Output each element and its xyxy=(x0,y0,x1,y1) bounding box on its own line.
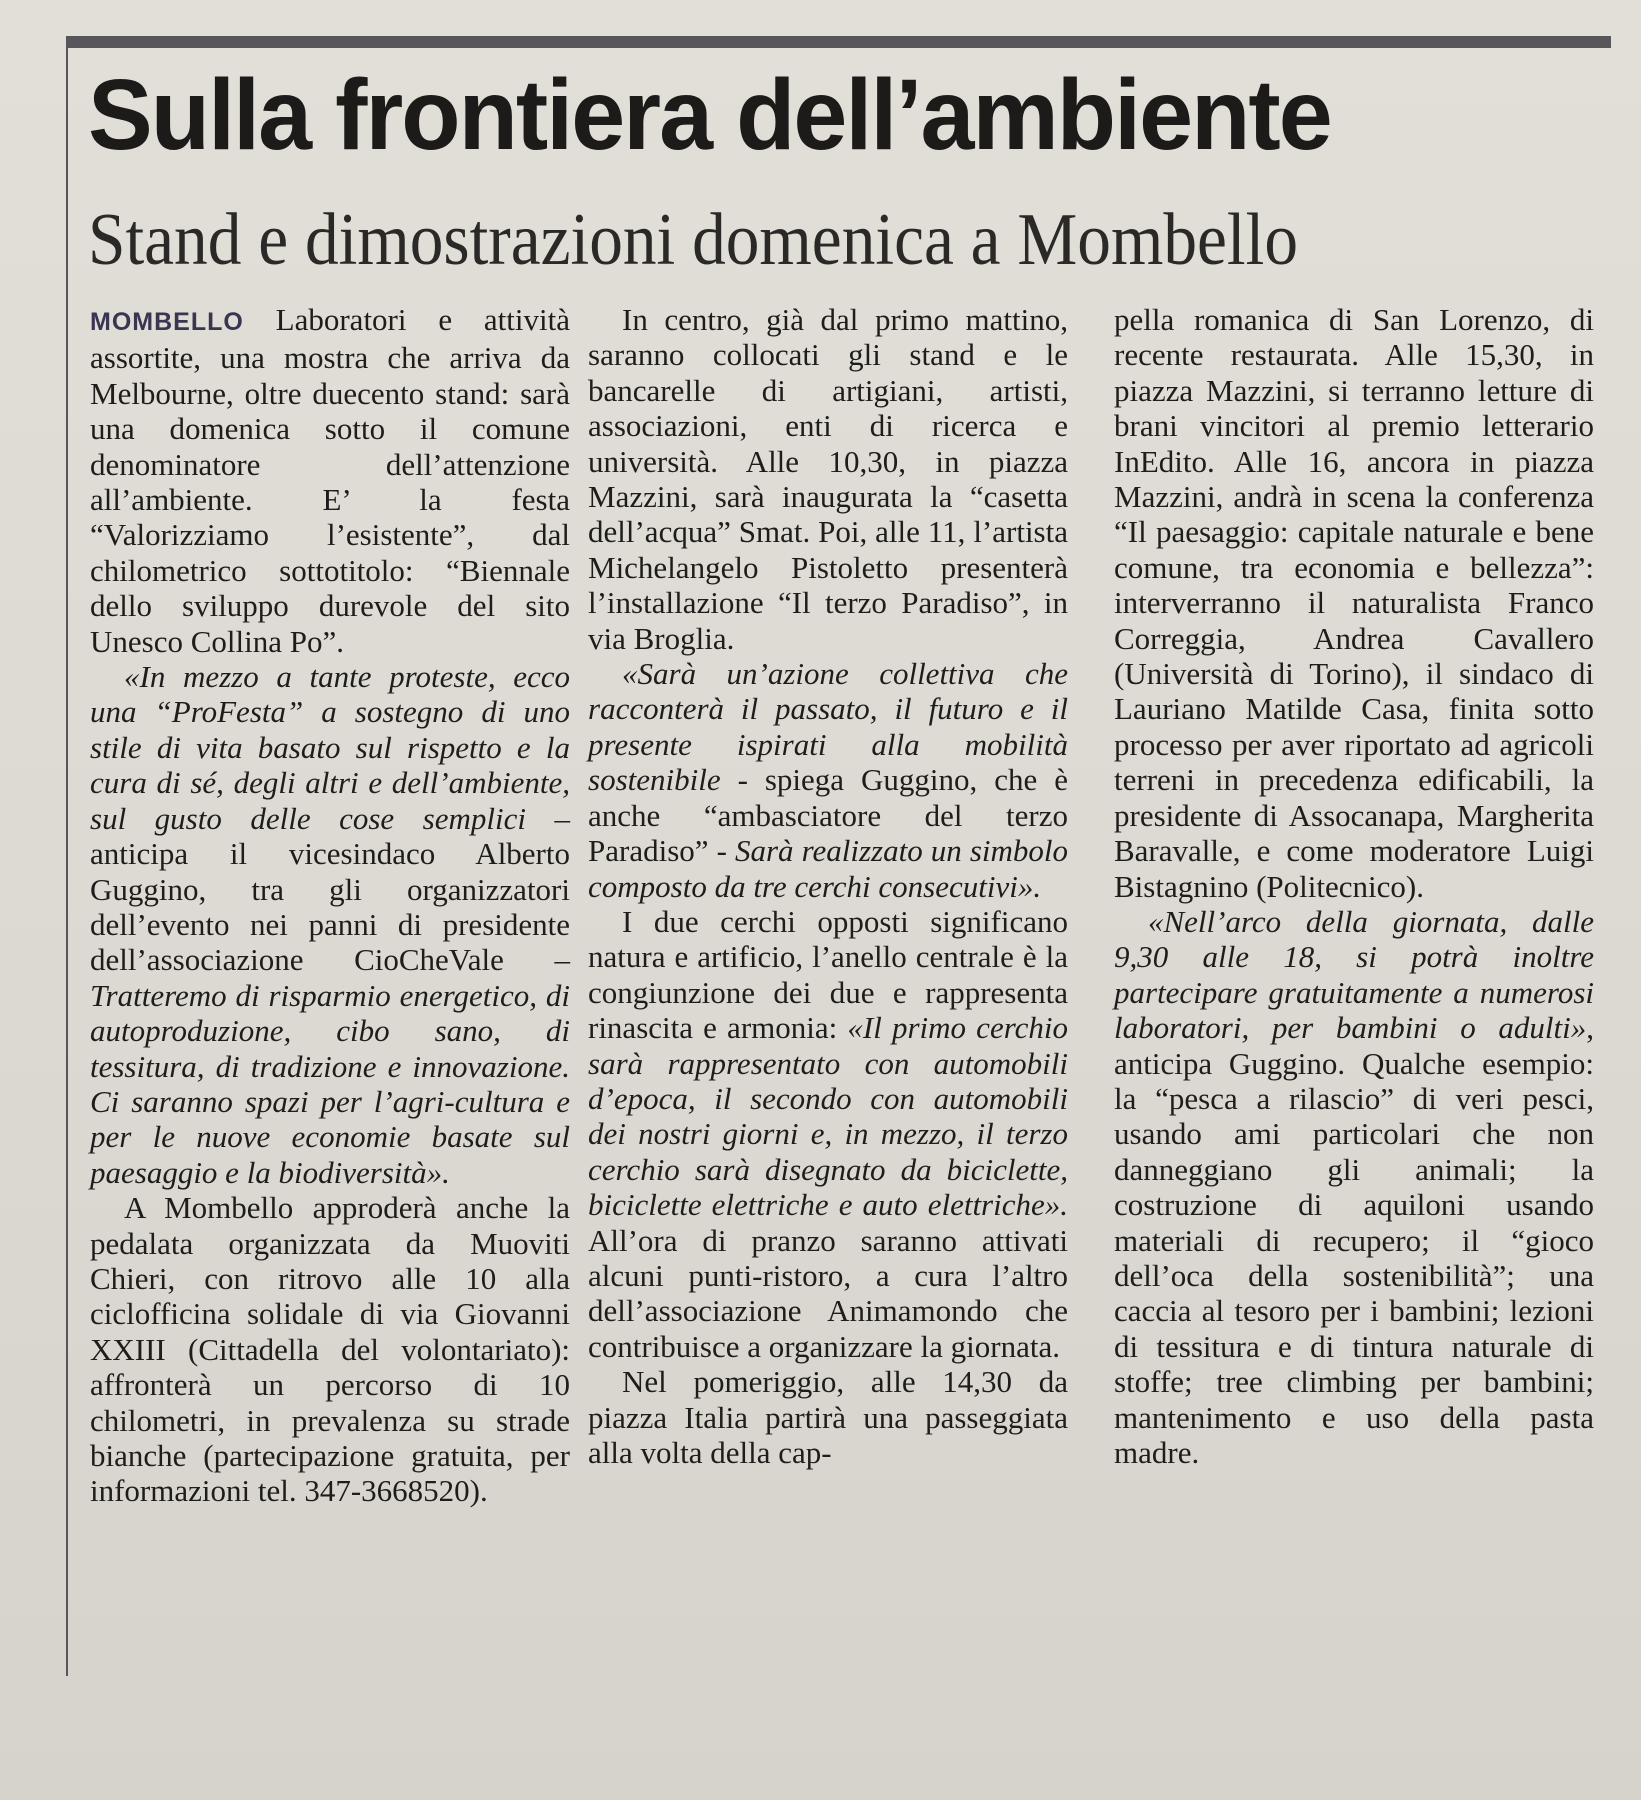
dateline: MOMBELLO xyxy=(90,308,244,336)
paragraph xyxy=(1114,904,1594,1471)
quote-text: «In mezzo a tante proteste, ecco una “ProFesta” a sostegno di uno stile di vita basato sul rispetto e la cura di sé, degli altri e dell’ambiente, sul gusto delle cose semplici xyxy=(90,659,570,836)
quote-text: «Il primo cerchio sarà rappresentato con automobili d’epoca, il secondo con automobili dei nostri giorni e, in mezzo, il terzo cerchio sarà disegnato da biciclette, biciclette elettriche e auto elettriche». xyxy=(588,1010,1068,1223)
paragraph-text: In centro, già dal primo mattino, saranno collocati gli stand e le bancarelle di artigiani, artisti, associazioni, enti di ricerca e università. Alle 10,30, in piazza Mazzini, sarà inaugurata la “casetta dell’acqua” Smat. Poi, alle 11, l’artista Michelangelo Pistoletto presenterà l’installazione “Il terzo Paradiso”, in via Broglia. xyxy=(588,302,1068,656)
paragraph-text: pella romanica di San Lorenzo, di recente restaurata. Alle 15,30, in piazza Mazzini, si terranno letture di brani vincitori al premio letterario InEdito. Alle 16, ancora in piazza Mazzini, andrà in scena la conferenza “Il paesaggio: capitale naturale e bene comune, tra economia e bellezza”: interverranno il naturalista Franco Correggia, Andrea Cavallero (Università di Torino), il sindaco di Lauriano Matilde Casa, finita sotto processo per aver riportato ad agricoli terreni in precedenza edificabili, la presidente di Assocanapa, Margherita Baravalle, e come moderatore Luigi Bistagnino (Politecnico). xyxy=(1114,302,1594,904)
subheadline: Stand e dimostrazioni domenica a Mombello xyxy=(88,199,1298,281)
left-rule xyxy=(66,36,68,1676)
paragraph-text: – anticipa il vicesindaco Alberto Guggino, tra gli organizzatori dell’evento nei panni di presidente dell’associazione CioCheVale – xyxy=(90,800,570,978)
paragraph xyxy=(588,656,1068,904)
quote-text: Tratteremo di risparmio energetico, di autoproduzione, cibo sano, di tessitura, di tradizione e innovazione. Ci saranno spazi per l’agri-cultura e per le nuove economie basate sul paesaggio e la biodiversità». xyxy=(90,977,570,1190)
paragraph-text: Nel pomeriggio, alle 14,30 da piazza Italia partirà una passeggiata alla volta della cap- xyxy=(588,1364,1068,1470)
paragraph xyxy=(588,1364,1068,1470)
paragraph-text: Laboratori e attività assortite, una mostra che arriva da Melbourne, oltre duecento stand: sarà una domenica sotto il comune denominatore dell’attenzione all’ambiente. E’ la festa “Valorizziamo l’esistente”, dal chilometrico sottotitolo: “Biennale dello sviluppo durevole del sito Unesco Collina Po”. xyxy=(90,302,570,659)
paragraph-text: - spiega Guggino, che è anche “ambasciatore del terzo Paradiso” - xyxy=(588,762,1068,869)
paragraph xyxy=(588,302,1068,656)
top-rule xyxy=(66,36,1611,48)
quote-text: Sarà realizzato un simbolo composto da tre cerchi consecutivi». xyxy=(588,833,1068,904)
article-column-2 xyxy=(588,302,1068,1470)
paragraph xyxy=(90,659,570,1190)
paragraph-text: A Mombello approderà anche la pedalata organizzata da Muoviti Chieri, con ritrovo alle 10 alla ciclofficina solidale di via Giovanni XXIII (Cittadella del volontariato): affronterà un percorso di 10 chilometri, in prevalenza su strade bianche (partecipazione gratuita, per informazioni tel. 347-3668520). xyxy=(90,1190,570,1509)
paragraph-text: All’ora di pranzo saranno attivati alcuni punti-ristoro, a cura l’altro dell’associazione Animamondo che contribuisce a organizzare la giornata. xyxy=(588,1222,1068,1364)
paragraph-text: , anticipa Guggino. Qualche esempio: la “pesca a rilascio” di veri pesci, usando ami particolari che non danneggiano gli animali; la costruzione di aquiloni usando materiali di recupero; il “gioco dell’oca della sostenibilità”; una caccia al tesoro per i bambini; lezioni di tessitura e di tintura naturale di stoffe; tree climbing per bambini; mantenimento e uso della pasta madre. xyxy=(1114,1010,1594,1470)
paragraph-text: I due cerchi opposti significano natura e artificio, l’anello centrale è la congiunzione dei due e rappresenta rinascita e armonia: xyxy=(588,903,1068,1046)
paragraph xyxy=(90,1190,570,1509)
quote-text: «Nell’arco della giornata, dalle 9,30 alle 18, si potrà inoltre partecipare gratuitamente a numerosi laboratori, per bambini o adulti» xyxy=(1114,903,1594,1046)
paragraph xyxy=(588,904,1068,1364)
paragraph xyxy=(90,302,570,659)
paragraph xyxy=(1114,302,1594,904)
quote-text: «Sarà un’azione collettiva che racconterà il passato, il futuro e il presente ispirati alla mobilità sostenibile xyxy=(588,656,1068,798)
article-column-1 xyxy=(90,302,570,1509)
article-column-3 xyxy=(1114,302,1594,1470)
headline: Sulla frontiera dell’ambiente xyxy=(88,59,1331,171)
